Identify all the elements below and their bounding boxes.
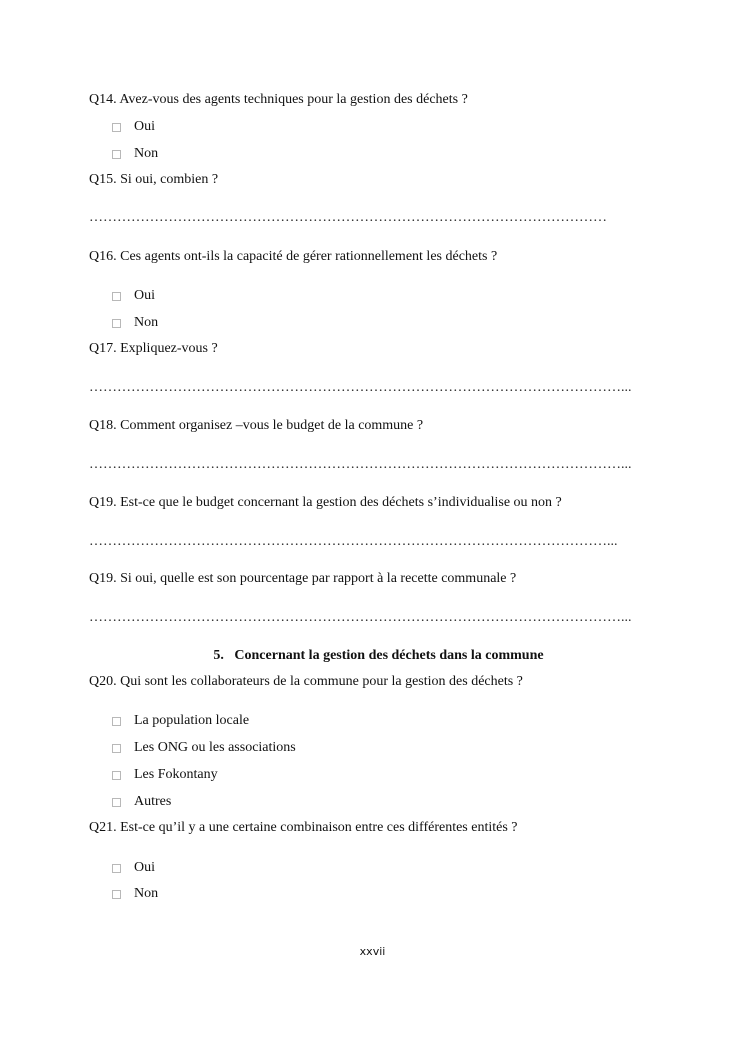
option-q21-oui[interactable] (112, 860, 155, 876)
question-q19-budget: Q19. Est-ce que le budget concernant la gestion des déchets s’individualise ou non ? (89, 495, 562, 510)
checkbox-icon[interactable] (112, 150, 121, 159)
question-q19-percentage: Q19. Si oui, quelle est son pourcentage par rapport à la recette communale ? (89, 571, 517, 586)
option-q20-autres[interactable] (112, 794, 171, 810)
answer-line-q19-budget[interactable]: …………………………………………………………………………………………………... (89, 534, 618, 549)
checkbox-icon[interactable] (112, 292, 121, 301)
answer-line-q15[interactable]: ………………………………………………………………………………………………… (89, 210, 607, 225)
checkbox-icon[interactable] (112, 319, 121, 328)
answer-line-q19-percentage[interactable]: ……………………………………………………………………………………………………... (89, 610, 632, 625)
checkbox-icon[interactable] (112, 744, 121, 753)
option-label: Non (134, 146, 159, 161)
question-q17: Q17. Expliquez-vous ? (89, 341, 218, 356)
question-q20: Q20. Qui sont les collaborateurs de la commune pour la gestion des déchets ? (89, 674, 523, 689)
option-q20-fokontany[interactable] (112, 767, 218, 783)
section-number: 5. (213, 648, 224, 663)
option-q16-oui[interactable] (112, 288, 155, 304)
checkbox-icon[interactable] (112, 123, 121, 132)
option-label: Non (134, 886, 159, 901)
question-q18: Q18. Comment organisez –vous le budget de la commune ? (89, 418, 424, 433)
page-number: xxvii (359, 945, 386, 958)
option-q20-population[interactable] (112, 713, 249, 729)
question-q14: Q14. Avez-vous des agents techniques pour la gestion des déchets ? (89, 92, 468, 107)
checkbox-icon[interactable] (112, 717, 121, 726)
answer-line-q18[interactable]: ……………………………………………………………………………………………………... (89, 457, 632, 472)
answer-line-q17[interactable]: ……………………………………………………………………………………………………... (89, 380, 632, 395)
question-q16: Q16. Ces agents ont-ils la capacité de gérer rationnellement les déchets ? (89, 249, 498, 264)
option-label: Oui (134, 288, 155, 303)
option-label: Autres (134, 794, 172, 809)
question-q15: Q15. Si oui, combien ? (89, 172, 219, 187)
option-q16-non[interactable] (112, 315, 158, 331)
section-title: Concernant la gestion des déchets dans la commune (234, 648, 544, 663)
option-q20-ong[interactable] (112, 740, 296, 756)
option-q14-oui[interactable] (112, 119, 155, 135)
option-q21-non[interactable] (112, 886, 158, 902)
question-q21: Q21. Est-ce qu’il y a une certaine combinaison entre ces différentes entités ? (89, 820, 518, 835)
section-heading (0, 648, 745, 664)
option-label: Oui (134, 119, 155, 134)
option-label: Oui (134, 860, 155, 875)
option-label: Non (134, 315, 159, 330)
option-label: Les ONG ou les associations (134, 740, 296, 755)
checkbox-icon[interactable] (112, 890, 121, 899)
checkbox-icon[interactable] (112, 864, 121, 873)
option-label: Les Fokontany (134, 767, 218, 782)
option-label: La population locale (134, 713, 250, 728)
checkbox-icon[interactable] (112, 771, 121, 780)
option-q14-non[interactable] (112, 146, 158, 162)
checkbox-icon[interactable] (112, 798, 121, 807)
